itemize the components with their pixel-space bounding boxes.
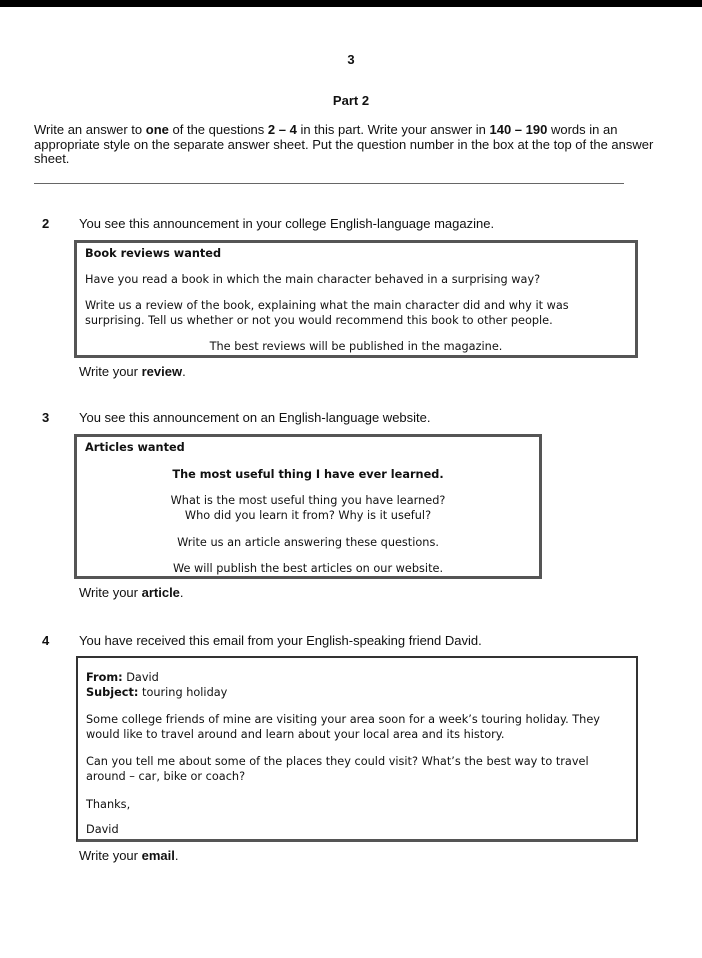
instructions-range: 2 – 4	[267, 122, 297, 137]
write-suffix: .	[182, 364, 186, 379]
write-prefix: Write your	[79, 364, 142, 379]
write-type: review	[141, 364, 183, 379]
instructions-text: of the questions	[168, 122, 268, 137]
box-text: Write us an article answering these questions.	[177, 536, 439, 549]
divider	[34, 183, 624, 184]
write-prefix: Write your	[79, 585, 142, 600]
subject-value: touring holiday	[142, 686, 228, 699]
page-number: 3	[347, 52, 355, 67]
question-4-task	[79, 848, 178, 863]
write-prefix: Write your	[79, 848, 142, 863]
question-3-intro: You see this announcement on an English-language website.	[79, 410, 431, 425]
question-2-intro: You see this announcement in your college English-language magazine.	[79, 216, 495, 231]
box-text: Write us a review of the book, explaining what the main character did and why it was surprising. Tell us whether or not you would recommend this book to other people.	[85, 299, 569, 327]
instructions-text: words in an appropriate style on the separate answer sheet. Put the question number in the box at the top of the answer sheet.	[34, 122, 654, 166]
question-3-task	[79, 585, 184, 600]
box-text: The most useful thing I have ever learned.	[172, 468, 444, 481]
subject-label: Subject:	[86, 686, 139, 699]
question-2-task	[79, 364, 186, 379]
write-type: article	[141, 585, 180, 600]
box-text: Have you read a book in which the main character behaved in a surprising way?	[85, 273, 541, 286]
email-from	[86, 671, 628, 686]
email-body: Thanks,	[86, 798, 131, 811]
instructions-text: Write an answer to	[34, 122, 146, 137]
write-suffix: .	[179, 585, 184, 600]
question-4-email-box	[76, 656, 638, 842]
question-3-box	[74, 434, 542, 579]
question-2-number: 2	[42, 216, 50, 231]
write-suffix: .	[174, 848, 179, 863]
from-value: David	[126, 671, 159, 684]
email-signature: David	[86, 823, 119, 836]
top-border	[0, 0, 702, 7]
part-title: Part 2	[332, 93, 370, 108]
box-heading: Articles wanted	[85, 441, 185, 454]
question-3-number: 3	[42, 410, 50, 425]
email-body: Can you tell me about some of the places they could visit? What’s the best way to travel around – car, bike or coach?	[86, 755, 589, 783]
instructions-word-count: 140 – 190	[489, 122, 548, 137]
instructions-text: in this part. Write your answer in	[296, 122, 490, 137]
email-body: Some college friends of mine are visiting your area soon for a week’s touring holiday. They would like to travel around and learn about your local area and its history.	[86, 713, 600, 741]
instructions-one: one	[145, 122, 169, 137]
box-text: What is the most useful thing you have learned?	[170, 494, 446, 507]
box-text: Who did you learn it from? Why is it useful?	[184, 509, 432, 522]
box-heading: Book reviews wanted	[85, 247, 222, 260]
instructions	[34, 123, 654, 167]
box-text: We will publish the best articles on our website.	[172, 562, 444, 575]
from-label: From:	[86, 671, 123, 684]
question-4-number: 4	[42, 633, 50, 648]
box-text: The best reviews will be published in the magazine.	[209, 340, 503, 353]
question-4-intro: You have received this email from your English-speaking friend David.	[79, 633, 482, 648]
write-type: email	[141, 848, 175, 863]
email-subject	[86, 686, 628, 701]
question-2-box	[74, 240, 638, 358]
